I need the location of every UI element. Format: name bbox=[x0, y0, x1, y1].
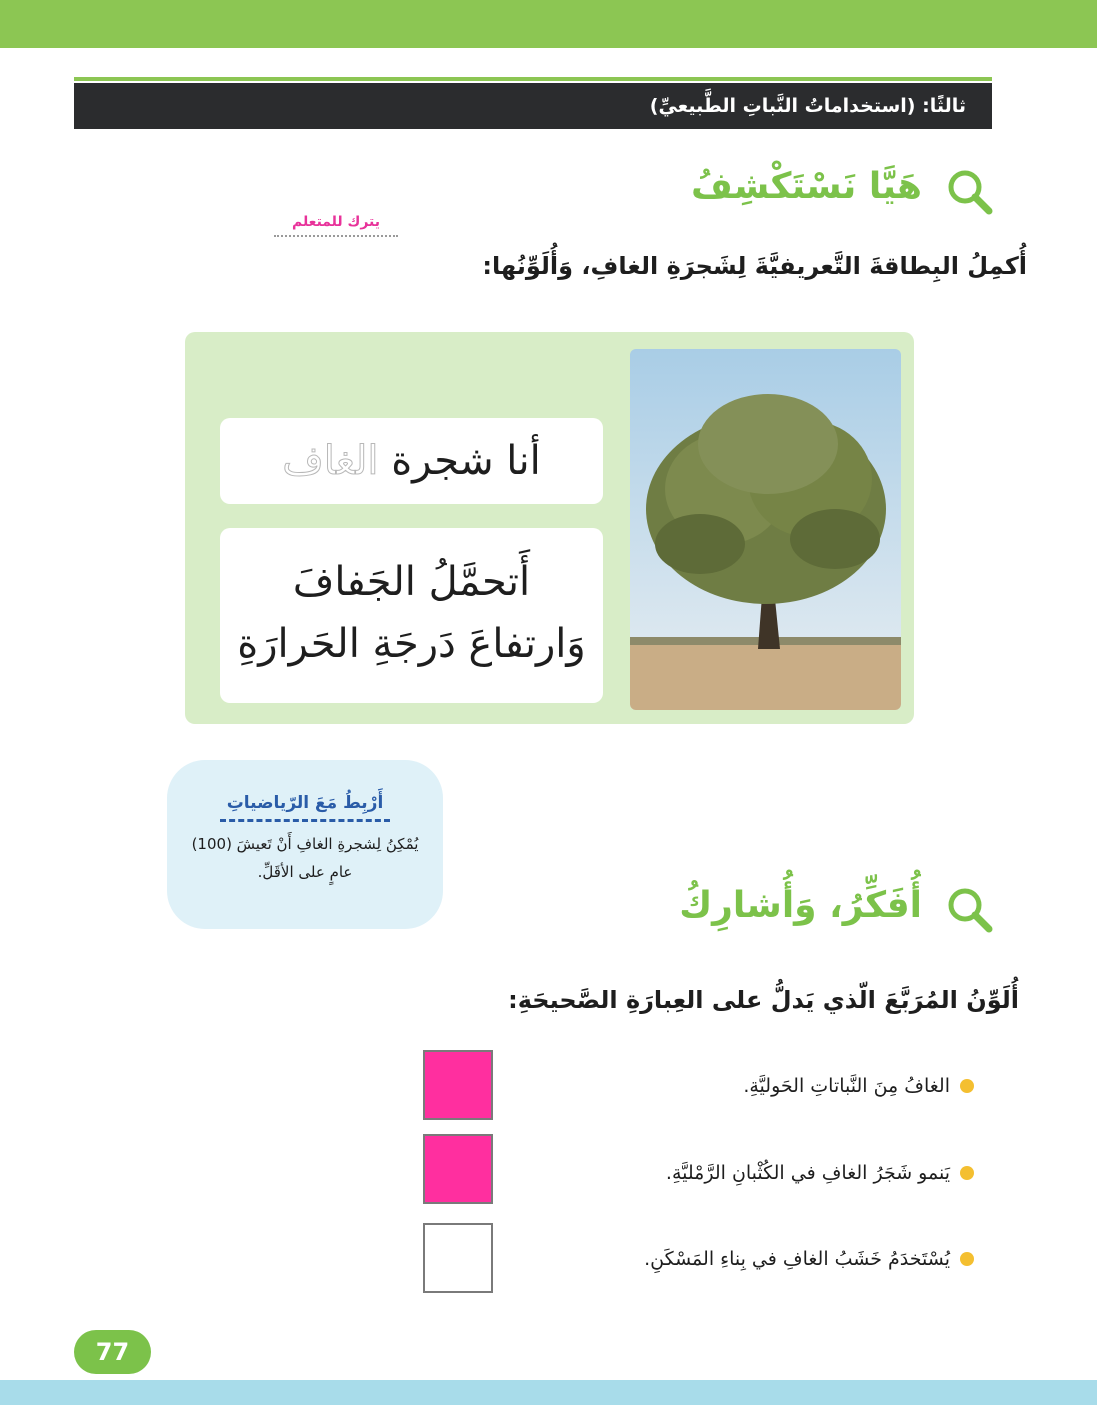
top-color-bar bbox=[0, 0, 1097, 48]
magnifier-icon bbox=[946, 168, 994, 216]
name-box bbox=[220, 418, 603, 504]
bullet-icon bbox=[960, 1252, 974, 1266]
statement-row bbox=[743, 1066, 974, 1106]
answer-checkbox[interactable] bbox=[423, 1050, 493, 1120]
answer-checkbox[interactable] bbox=[423, 1134, 493, 1204]
math-link-text: يُمْكِنُ لِشجرةِ الغافِ أَنْ تَعيشَ (100) عامٍ على الأقَلِّ. bbox=[191, 835, 419, 881]
think-instruction: أُلَوِّنُ المُرَبَّعَ الّذي يَدلُّ على العِبارَةِ الصَّحيحَةِ: bbox=[508, 986, 1019, 1014]
math-link-title: أَرْبِطُ مَعَ الرّياضياتِ bbox=[226, 793, 384, 813]
math-link-divider bbox=[220, 819, 390, 822]
trait-line-2: وَارتفاعَ دَرجَةِ الحَرارَةِ bbox=[237, 621, 586, 667]
trait-line-1: أَتحمَّلُ الجَفافَ bbox=[292, 559, 531, 605]
bullet-icon bbox=[960, 1079, 974, 1093]
page-number: 77 bbox=[74, 1330, 151, 1374]
ghaf-tree-photo bbox=[630, 349, 901, 710]
bullet-icon bbox=[960, 1166, 974, 1180]
name-prefix: أنا شجرة bbox=[391, 438, 541, 484]
trait-box bbox=[220, 528, 603, 703]
teacher-note: يترك للمتعلم bbox=[274, 214, 398, 237]
statement-text: الغافُ مِنَ النَّباتاتِ الحَوليَّةِ. bbox=[743, 1075, 950, 1097]
magnifier-icon bbox=[946, 886, 994, 934]
section-header: ثالثًا: (استخداماتُ النَّباتِ الطَّبيعيِّ) bbox=[74, 83, 992, 129]
statement-text: يَنمو شَجَرُ الغافِ في الكُثْبانِ الرَّمْليَّةِ. bbox=[665, 1162, 950, 1184]
statement-row bbox=[666, 1153, 974, 1193]
math-link-box bbox=[167, 760, 443, 929]
statement-text: يُسْتَخدَمُ خَشَبُ الغافِ في بِناءِ المَسْكَنِ. bbox=[644, 1248, 950, 1270]
statement-row bbox=[644, 1239, 974, 1279]
bottom-color-bar bbox=[0, 1380, 1097, 1405]
explore-instruction: أُكمِلُ البِطاقةَ التَّعريفيَّةَ لِشَجرَةِ الغافِ، وَأُلَوِّنُها: bbox=[482, 252, 1027, 280]
section-rule bbox=[74, 77, 992, 81]
think-title: أُفَكِّرُ، وَأُشارِكُ bbox=[679, 885, 922, 926]
name-answer[interactable]: الغاف bbox=[282, 438, 379, 484]
explore-title: هَيَّا نَسْتَكْشِفُ bbox=[691, 166, 922, 207]
answer-checkbox[interactable] bbox=[423, 1223, 493, 1293]
